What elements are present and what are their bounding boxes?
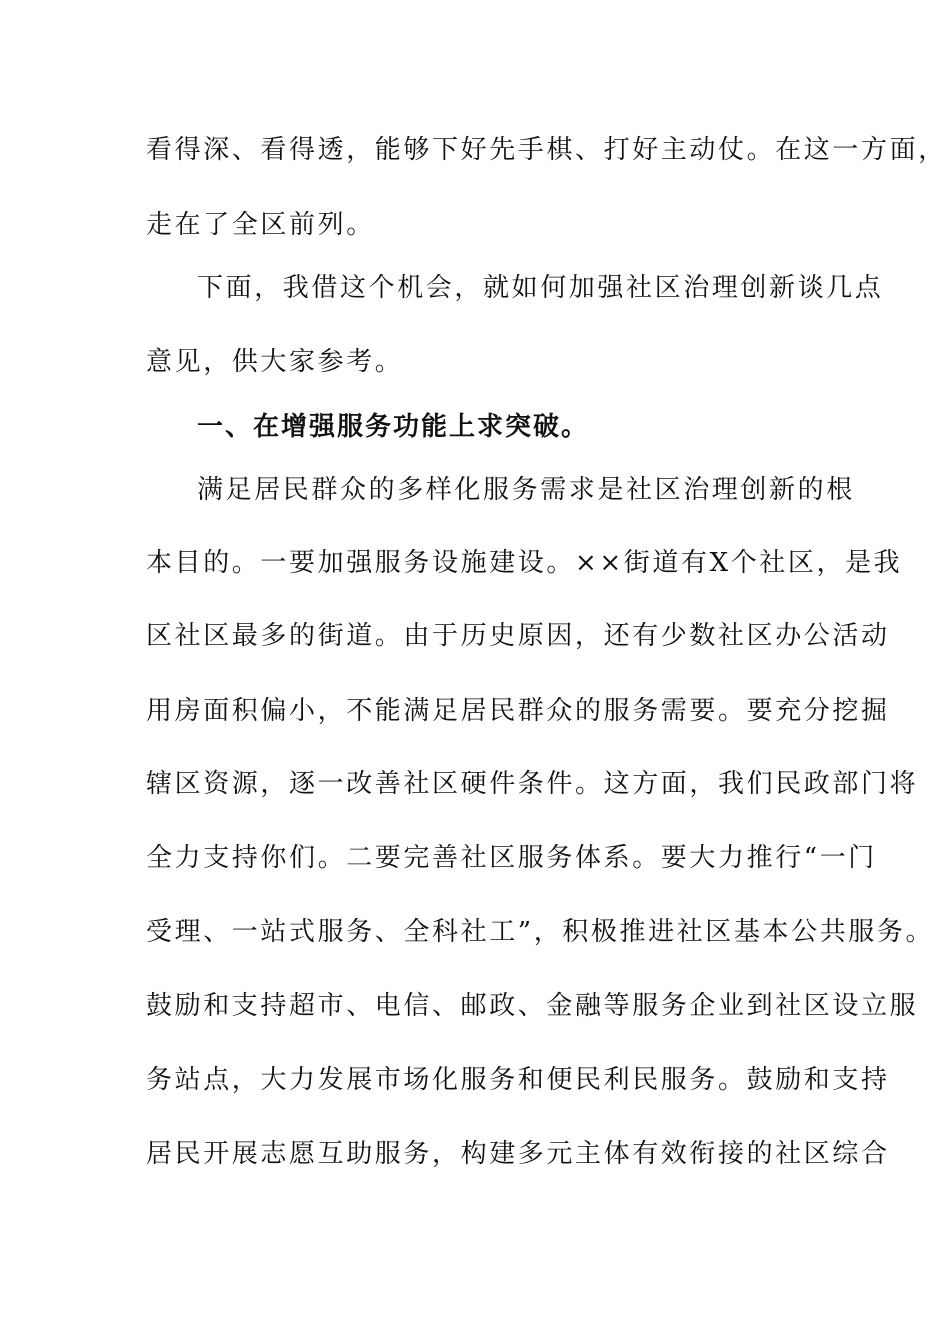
text-line-2: 走在了全区前列。	[146, 210, 375, 240]
text-line-1: 看得深、看得透，能够下好先手棋、打好主动仗。在这一方面，	[146, 135, 947, 165]
paragraph-intro: 下面，我借这个机会，就如何加强社区治理创新谈几点	[197, 273, 884, 303]
text-line-4: 意见，供大家参考。	[146, 347, 404, 377]
text-line-14: 务站点，大力发展市场化服务和便民利民服务。鼓励和支持	[146, 1065, 890, 1095]
text-line-8: 区社区最多的街道。由于历史原因，还有少数社区办公活动	[146, 621, 890, 651]
text-line-11: 全力支持你们。二要完善社区服务体系。要大力推行“一门	[146, 843, 877, 873]
text-line-7: 本目的。一要加强服务设施建设。××街道有X个社区，是我	[146, 548, 903, 578]
section-heading: 一、在增强服务功能上求突破。	[197, 412, 590, 442]
paragraph-section-1: 满足居民群众的多样化服务需求是社区治理创新的根	[197, 475, 855, 505]
text-line-12: 受理、一站式服务、全科社工”，积极推进社区基本公共服务。	[146, 917, 935, 947]
text-line-10: 辖区资源，逐一改善社区硬件条件。这方面，我们民政部门将	[146, 769, 919, 799]
text-line-13: 鼓励和支持超市、电信、邮政、金融等服务企业到社区设立服	[146, 991, 919, 1021]
text-line-9: 用房面积偏小，不能满足居民群众的服务需要。要充分挖掘	[146, 696, 890, 726]
text-line-15: 居民开展志愿互助服务，构建多元主体有效衔接的社区综合	[146, 1139, 890, 1169]
